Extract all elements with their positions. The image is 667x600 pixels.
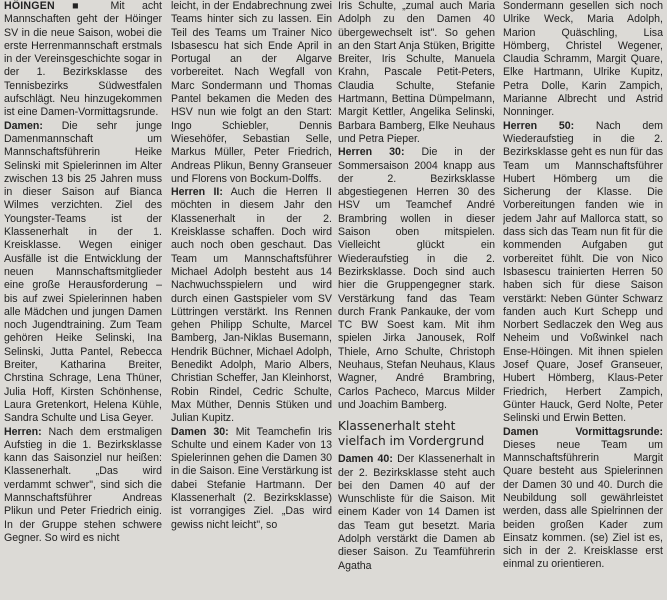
damen-30-text: Mit Teamchefin Iris Schulte und einem Kader von 13 Spielerinnen gehen die Damen 30 in die Saison. Eine Verstärkung ist dabei Stefanie Hartmann. Der Klassenerhalt (2. Bezirksklasse) ist vorrangiges Ziel. „Das wird gewiss nicht leicht", so [171,425,332,531]
herren-30-paragraph [338,146,495,412]
herren-50-lead: Herren 50: [503,119,575,132]
damen-vormittag-text: Dieses neue Team um Mannschaftsführerin Margit Quare besteht aus Spielerinnen der Damen 30 und 40. Durch die Neubildung soll gewährleistet werden, dass alle Spielrinnen der beiden großen Kader zum Einsatz kommen. (se) Ziel ist es, sich in der 2. Kreisklasse erst einmal zu orientieren. [503,438,663,571]
article-column-3 [338,0,495,600]
herren-50-paragraph [503,120,663,426]
subheading: Klassenerhalt steht vielfach im Vordergrund [338,419,485,449]
damen-paragraph [4,120,162,426]
intro-text: Mit acht Mannschaften geht der Höinger SV in die neue Saison, wobei die erste Herrenmannschaft erstmals in der Vereinsgeschichte sogar in der 1. Bezirksklasse des Tennisbezirks Südwestfalen aufschlägt. Neu hinzugekommen ist eine Damen-Vormittagsrunde. [4,0,162,119]
herren-ii-paragraph [171,186,332,425]
damen-text: Die sehr junge Damenmannschaft um Mannschaftsführerin Heike Selinski mit Spielerinnen im Alter zwischen 13 bis 25 Jahren muss in dieser Saison auf Bianca Wilmes verzichten. Ziel des Youngster-Teams ist der Klassenerhalt in der 1. Kreisklasse. Wegen einiger Ausfälle ist die Entwicklung der neuen Mannschaftsmitglieder eine große Herausforderung – bis auf zwei Spielerinnen haben alle Mädchen und jungen Damen noch Jugendtraining. Zum Team gehören Heike Selinski, Ina Selinski, Jutta Pantel, Rebecca Breiter, Katharina Breiter, Chrstina Schrage, Lena Thüner, Julia Hoff, Kirsten Schönhense, Laura Gretenkort, Helena Kühle, Sandra Schulte und Lisa Geyer. [4,119,162,425]
herren-ii-lead: Herren II: [171,186,223,199]
damen-40-continued-text: Sondermann gesellen sich noch Ulrike Weck, Maria Adolph, Marion Quäschling, Lisa Hömberg, Christel Wegener, Claudia Schramm, Margit Quare, Elke Hartmann, Ulrike Kupitz, Petra Dolle, Karin Zampich, Marianne Albrecht und Astrid Nonninger. [503,0,663,119]
damen-30-continued-paragraph [338,0,495,146]
article-column-4 [503,0,663,600]
herren-continued-text: leicht, in der Endabrechnung zwei Teams hinter sich zu lassen. Ein Teil des Teams um Trainer Nico Isbasescu hat sich Ende April in Portugal an der Algarve vorbereitet. Nach Wegfall von Marc Sondermann und Thomas Pantel bekamen die Meden des HSV nun wie folgt an den Start: Ingo Schiebler, Dennis Wiesehöfer, Sebastian Selle, Markus Müller, Peter Friedrich, Andreas Plikun, Benny Granseuer und Florens von Bockum-Dolffs. [171,0,332,185]
damen-40-text: Der Klassenerhalt in der 2. Bezirksklasse steht auch bei den Damen 40 auf der Wunschliste für die Saison. Mit einem Kader von 14 Damen ist das Team gut besetzt. Maria Adolph verstärkt die Damen ab dieser Saison. Zu Teamführerin Agatha [338,453,495,572]
herren-30-text: Die in der Sommersaison 2004 knapp aus der 2. Bezirksklasse abgestiegenen Herren 30 des HSV um Teamchef André Brambring wollen in dieser Saison oben mitspielen. Vielleicht glückt ein Wiederaufstieg in die 2. Bezirksklasse. Doch sind auch hier die Gruppengegner stark. Verstärkung fand das Team durch Frank Pankauke, der vom TC BW Soest kam. Mit ihm spielen Jirka Janousek, Rolf Thiele, Arno Schulte, Christoph Neuhaus, Stefan Neuhaus, Klaus Wagner, André Brambring, Carlos Pacheco, Marcus Milder und Joachim Bamberg. [338,146,495,411]
dateline-town: HÖINGEN [4,0,55,12]
damen-30-continued-text: Iris Schulte, „zumal auch Maria Adolph zu den Damen 40 übergewechselt ist". So gehen an den Start Anja Stüken, Brigitte Breiter, Iris Schulte, Manuela Krahn, Pascale Petit-Peters, Claudia Schulte, Stefanie Hartmann, Bettina Dümpelmann, Margit Kettler, Angelika Selinski, Barbara Bamberg, Elke Neuhaus und Petra Pieper. [338,0,495,145]
herren-continued-paragraph [171,0,332,186]
herren-30-lead: Herren 30: [338,146,405,159]
herren-ii-text: Auch die Herren II möchten in diesem Jahr den Klassenerhalt in der 2. Kreisklasse schaffen. Doch wird auch noch oben geschaut. Das Team um Mannschaftsführer Michael Adolph besteht aus 14 Nachwuchsspielern und wird durch einen Gastspieler vom SV Lüttringen verstärkt. Ins Rennen gehen Philipp Schulte, Marcel Bamberg, Jan-Niklas Busemann, Hendrik Büchner, Michael Adolph, Benedikt Adolph, Mario Albers, Christian Scheffer, Jan Kleinhorst, Robin Rindel, Cedric Schulte, Max Müther, Dennis Stüken und Julian Kupitz. [171,186,332,425]
intro-paragraph [4,0,162,120]
damen-40-lead: Damen 40: [338,453,393,466]
damen-30-paragraph [171,426,332,532]
article-column-1 [4,0,162,600]
damen-40-paragraph [338,453,495,573]
herren-text: Nach dem erstmaligen Aufstieg in die 1. Bezirksklasse kann das Saisonziel nur heißen: Klassenerhalt. „Das wird verdammt schwer", sind sich die Mannschaftsführer Andreas Plikun und Peter Friedrich einig. In der Gruppe stehen schwere Gegner. So wird es nicht [4,425,162,544]
damen-lead: Damen: [4,119,43,132]
herren-lead: Herren: [4,425,42,438]
damen-30-lead: Damen 30: [171,425,229,438]
damen-40-continued-paragraph [503,0,663,120]
damen-vormittag-lead: Damen Vormittagsrunde: [503,425,663,438]
herren-paragraph [4,426,162,546]
article-column-2 [171,0,332,600]
herren-50-text: Nach dem Wiederaufstieg in die 2. Bezirksklasse geht es nun für das Team um Mannschaftsführer Hubert Hömberg um die Sicherung der Klasse. Die Vorbereitungen fanden wie in jedem Jahr auf Mallorca statt, so dass sich das Team nun fit für die kommenden Aufgaben gut vorbereitet fühlt. Die von Nico Isbasescu trainierten Herren 50 haben sich für diese Saison verstärkt: Neben Günter Schwarz fanden auch Kurt Schepp und Norbert Sedlaczek den Weg aus Neheim und Voßwinkel nach Ense-Höingen. Mit ihnen spielen Josef Quare, Josef Granseuer, Hubert Hömberg, Klaus-Peter Friedrich, Herbert Zampich, Günter Hauck, Gerd Nolte, Peter Selinski und Erwin Betten. [503,119,663,425]
dateline-bullet: ■ [72,0,94,12]
damen-vormittag-paragraph [503,426,663,572]
